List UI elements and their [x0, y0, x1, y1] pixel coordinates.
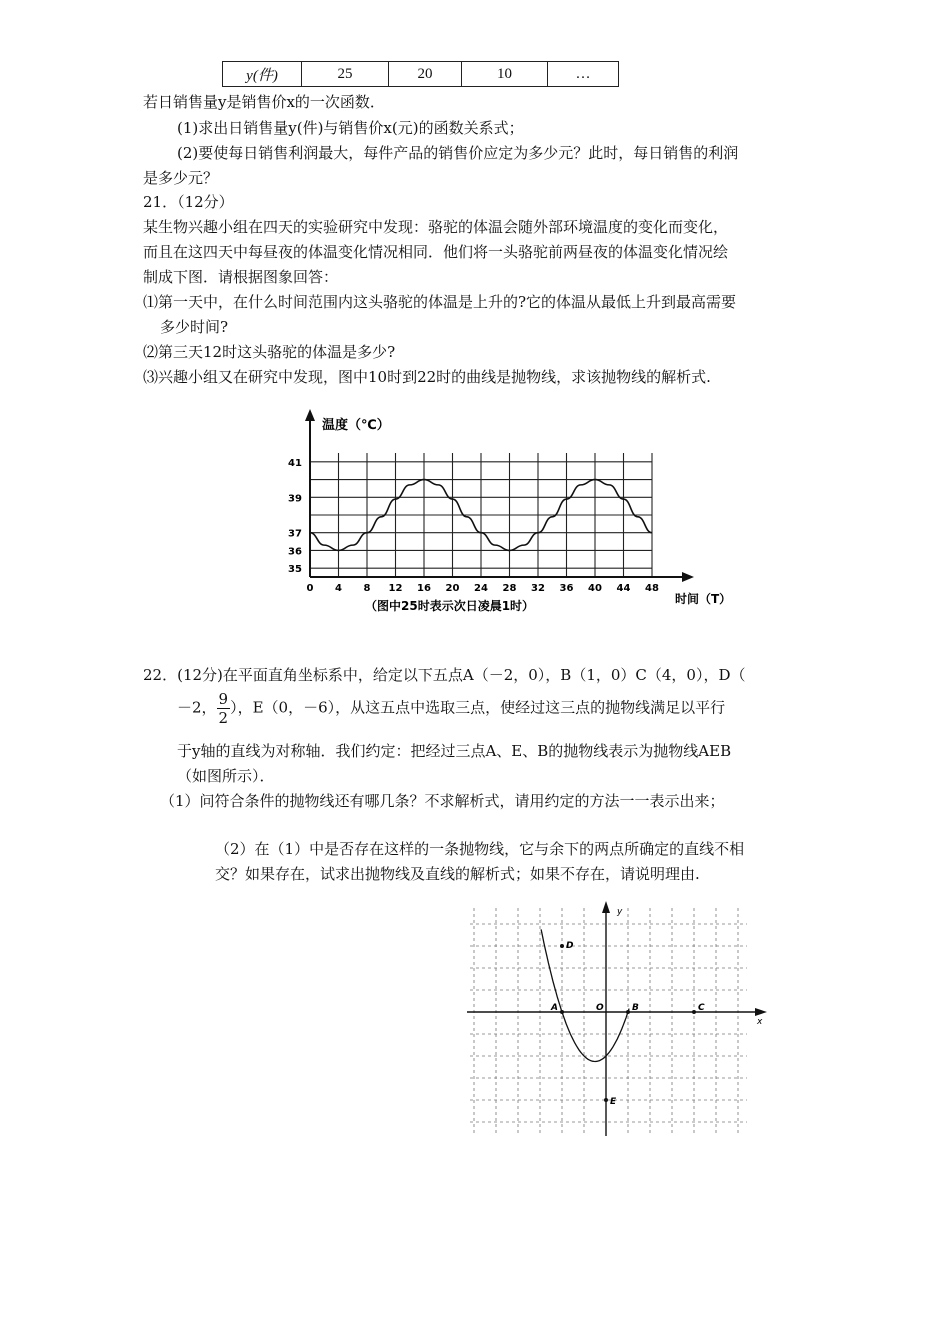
y-tick-label: 36: [288, 546, 302, 558]
y-axis-arrow: [602, 901, 610, 913]
x-tick-label: 32: [531, 583, 545, 594]
label-o: O: [596, 1003, 604, 1013]
x-axis-arrow: [682, 572, 694, 582]
chart-caption: （图中25时表示次日凌晨1时）: [365, 599, 535, 613]
fraction-numerator: 9: [218, 690, 229, 708]
y-axis-arrow: [305, 409, 315, 421]
label-a: A: [551, 1003, 558, 1013]
y-tick-label: 35: [288, 564, 302, 576]
q22-line2-start: －2，: [177, 698, 217, 717]
y-tick-label: 41: [288, 457, 302, 469]
label-d: D: [566, 941, 574, 951]
label-b: B: [632, 1003, 639, 1013]
x-tick-label: 24: [474, 583, 488, 594]
point-a: [560, 1010, 564, 1014]
label-e: E: [610, 1097, 617, 1107]
q20-part2-line1: (2)要使每日销售利润最大，每件产品的销售价应定为多少元？此时，每日销售的利润: [177, 144, 739, 162]
q21-line3: 制成下图．请根据图象回答：: [143, 268, 339, 286]
table-row: [223, 62, 619, 87]
q22-line3: 于y轴的直线为对称轴．我们约定：把经过三点A、E、B的抛物线表示为抛物线AEB: [177, 742, 732, 760]
table-cell: 25: [302, 62, 389, 87]
q22-line2-end: ），E（0，－6），从这五点中选取三点，使经过这三点的抛物线满足以平行: [230, 698, 726, 717]
table-cell: 20: [389, 62, 462, 87]
temperature-chart: [280, 405, 732, 625]
x-tick-label: 12: [388, 583, 403, 594]
q21-line2: 而且在这四天中每昼夜的体温变化情况相同．他们将一头骆驼前两昼夜的体温变化情况绘: [143, 243, 729, 261]
q21-line1: 某生物兴趣小组在四天的实验研究中发现：骆驼的体温会随外部环境温度的变化而变化，: [143, 218, 729, 236]
chart-grid: [305, 409, 694, 582]
q20-intro: 若日销售量y是销售价x的一次函数．: [143, 93, 385, 111]
point-c: [692, 1010, 696, 1014]
coordinate-grid: [470, 908, 747, 1136]
q22-part1: （1）问符合条件的抛物线还有哪几条？不求解析式，请用约定的方法一一表示出来；: [160, 792, 725, 810]
point-b: [626, 1010, 630, 1014]
x-tick-label: 40: [588, 583, 602, 594]
chart-ticks: [288, 458, 659, 594]
x-tick-label: 44: [616, 583, 631, 594]
x-tick-label: 4: [335, 583, 342, 594]
q22-line4: （如图所示）．: [177, 767, 275, 785]
parabola-aeb: [541, 929, 629, 1061]
q21-number: 21．（12分）: [143, 193, 234, 211]
x-tick-label: 36: [559, 583, 574, 594]
fraction-nine-halves: [217, 690, 231, 727]
x-tick-label: 0: [306, 583, 314, 594]
y-tick-label: 37: [288, 528, 302, 540]
x-tick-label: 28: [502, 583, 517, 594]
x-tick-label: 20: [445, 583, 460, 594]
q21-item3: ⑶兴趣小组又在研究中发现，图中10时到22时的曲线是抛物线，求该抛物线的解析式.: [143, 368, 711, 386]
fraction-denominator: 2: [218, 709, 229, 727]
q21-item1-line2: 多少时间?: [160, 318, 229, 336]
x-tick-label: 48: [645, 583, 659, 594]
q20-part1: (1)求出日销售量y(件)与销售价x(元)的函数关系式；: [177, 119, 524, 137]
table-cell: 10: [462, 62, 548, 87]
y-tick-label: 39: [288, 493, 302, 505]
q22-line2: [177, 690, 725, 727]
point-d: [560, 944, 564, 948]
q21-item1-line1: ⑴第一天中，在什么时间范围内这头骆驼的体温是上升的?它的体温从最低上升到最高需要: [143, 293, 737, 311]
parabola-figure: [462, 898, 772, 1140]
point-e: [604, 1098, 608, 1102]
chart-xlabel: 时间（T）: [675, 592, 732, 606]
x-axis-arrow: [755, 1008, 767, 1016]
table-cell: …: [548, 62, 619, 87]
chart-title: 温度（℃）: [322, 418, 390, 433]
x-tick-label: 8: [363, 583, 371, 594]
label-c: C: [698, 1003, 705, 1013]
label-y: y: [617, 907, 623, 917]
q20-part2-line2: 是多少元？: [143, 169, 219, 187]
x-tick-label: 16: [417, 583, 431, 594]
label-x: x: [757, 1017, 763, 1027]
q21-item2: ⑵第三天12时这头骆驼的体温是多少?: [143, 343, 396, 361]
q22-part2-line2: 交？如果存在，试求出抛物线及直线的解析式；如果不存在，请说明理由.: [215, 865, 700, 883]
sales-table: [222, 61, 619, 87]
table-header-cell: y(件): [223, 62, 302, 87]
q22-part2-line1: （2）在（1）中是否存在这样的一条抛物线，它与余下的两点所确定的直线不相: [215, 840, 745, 858]
q22-line1: 22．(12分)在平面直角坐标系中，给定以下五点A（－2，0），B（1，0）C（4，0），D（: [143, 666, 746, 684]
